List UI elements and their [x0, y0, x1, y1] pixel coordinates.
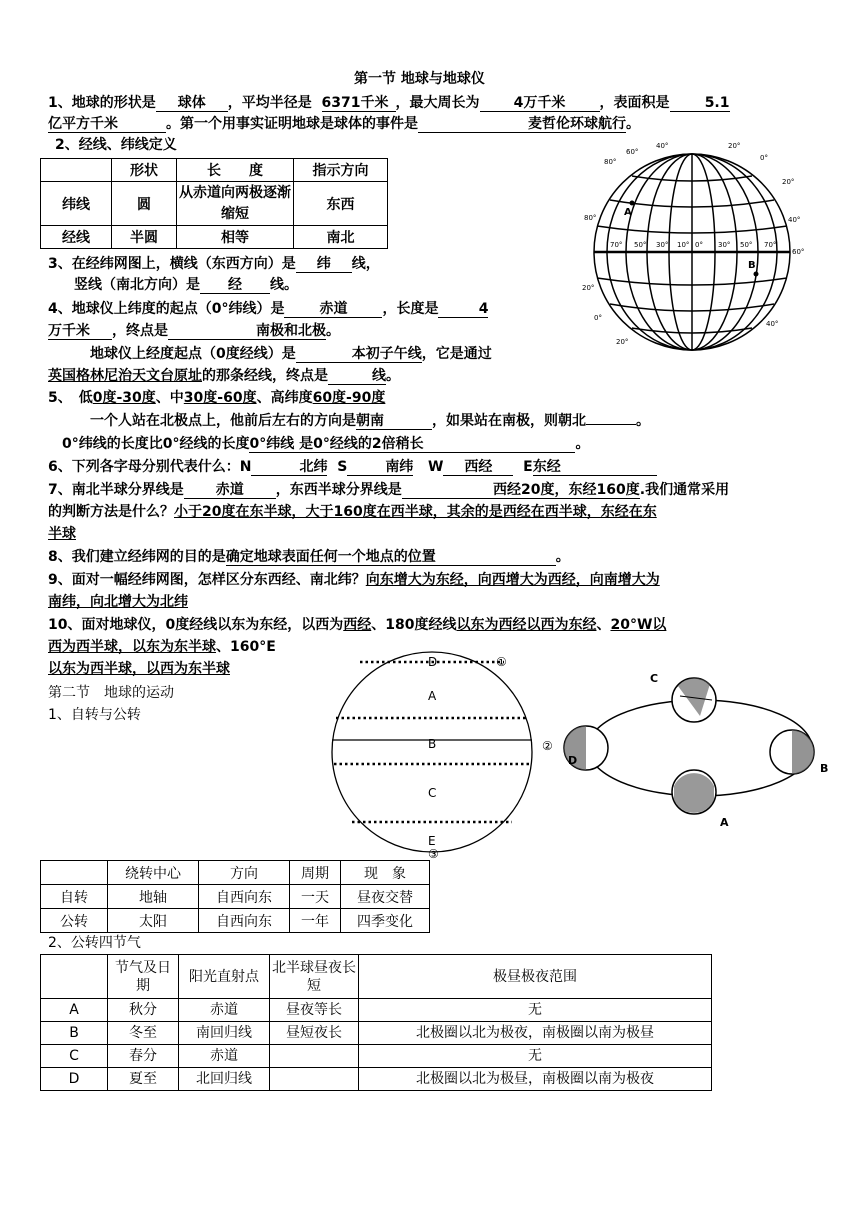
q1-text: ，最大周长为 — [395, 95, 480, 111]
q6-e-answer: 东经 — [533, 459, 657, 476]
q4-line3 — [90, 345, 492, 363]
table3-header: 极昼极夜范围 — [359, 955, 712, 999]
circled-number-2: ② — [542, 739, 553, 753]
globe-lat-label: 20° — [616, 338, 629, 346]
zone-label-a: A — [428, 689, 437, 703]
q10-text: 、180度经线 — [371, 617, 457, 633]
q5-mid-answer: 30度-60度 — [183, 390, 257, 406]
zone-label-b: B — [428, 737, 437, 751]
globe-lon-label: 30° — [656, 241, 669, 249]
table3-cell: 冬至 — [108, 1022, 179, 1045]
q7-text: ，东西半球分界线是 — [275, 482, 402, 498]
table3-cell: 北极圈以北为极昼，南极圈以南为极夜 — [359, 1068, 712, 1091]
q5-text: 。 — [636, 413, 650, 429]
q3-text: 线。 — [270, 277, 298, 293]
q5-text: 一个人站在北极点上，他前后左右的方向是 — [90, 413, 356, 429]
table2-cell: 自西向东 — [199, 909, 290, 933]
table3-cell — [270, 1045, 359, 1068]
q5-text: 、中 — [155, 390, 184, 406]
globe-lon-label: 10° — [677, 241, 690, 249]
q7-text: 的判断方法是什么？ — [48, 504, 174, 520]
table1-header: 长 度 — [177, 159, 294, 182]
q3-line1 — [48, 255, 380, 273]
q5-text: 0°纬线的长度比0°经线的长度 — [62, 436, 250, 452]
rotation-revolution-table — [40, 860, 430, 933]
q6-text: S — [337, 459, 348, 475]
table3-cell: 昼短夜长 — [270, 1022, 359, 1045]
table2-cell: 昼夜交替 — [341, 885, 430, 909]
table3-cell: 春分 — [108, 1045, 179, 1068]
q1-text: ，表面积是 — [599, 95, 670, 111]
q5-compare-answer: 0°纬线 是0°经线的2倍稍长 — [249, 436, 575, 453]
table3-header: 北半球昼夜长短 — [270, 955, 359, 999]
q1-text: 。 — [626, 116, 640, 132]
table3-cell: B — [41, 1022, 108, 1045]
q5-low-answer: 0度-30度 — [92, 390, 156, 406]
q3-answer1: 纬 — [296, 256, 352, 273]
q6-text: 6、下列各字母分别代表什么：N — [48, 459, 252, 475]
q10-answer: 以东为西经以西为东经 — [456, 617, 597, 633]
q4-prime-answer: 本初子午线 — [296, 346, 422, 363]
circled-number-1: ① — [496, 655, 507, 669]
q4-line4 — [48, 367, 400, 385]
table2-cell: 一天 — [290, 885, 341, 909]
q10-text: 10、面对地球仪，0度经线以东为东经，以西为 — [48, 617, 344, 633]
table3-cell: 无 — [359, 999, 712, 1022]
q4-end-answer: 南极和北极 — [168, 323, 326, 340]
q1-radius-answer: 6371千米 — [322, 95, 396, 112]
q6-text: E — [523, 459, 533, 475]
zone-label-d: D — [428, 655, 438, 669]
table1-cell: 圆 — [112, 182, 177, 226]
q10-line1 — [48, 616, 666, 634]
table2-header: 现 象 — [341, 861, 430, 885]
q9-line1 — [48, 571, 660, 589]
q7-text: 7、南北半球分界线是 — [48, 482, 184, 498]
q5-text: 5、 低 — [48, 390, 93, 406]
table1-cell: 相等 — [177, 226, 294, 249]
q4-text: 。 — [386, 368, 400, 384]
table1-cell: 纬线 — [41, 182, 112, 226]
table2-cell: 地轴 — [108, 885, 199, 909]
q4-text: 地球仪上经度起点（0度经线）是 — [90, 346, 296, 362]
q9-text: 9、面对一幅经纬网图，怎样区分东西经、南北纬？ — [48, 572, 366, 588]
lat-lon-table — [40, 158, 388, 249]
table1-cell: 半圆 — [112, 226, 177, 249]
seasons-table — [40, 954, 712, 1091]
q1-line2 — [48, 115, 640, 133]
q8-text: 。 — [555, 549, 570, 565]
rotation-revolution-heading: 1、自转与公转 — [48, 707, 141, 723]
table3-cell: A — [41, 999, 108, 1022]
globe-lon-label: 70° — [610, 241, 623, 249]
earth-a — [672, 770, 716, 814]
q8-line — [48, 548, 570, 566]
globe-lat-label: 40° — [766, 320, 779, 328]
page-title: 第一节 地球与地球仪 — [354, 71, 485, 87]
q1-area-answer: 5.1 — [670, 95, 730, 112]
q3-text: 3、在经纬网图上，横线（东西方向）是 — [48, 256, 296, 272]
q7-text: .我们通常采用 — [639, 482, 730, 498]
earth-c — [672, 678, 716, 722]
q1-text: 。第一个用事实证明地球是球体的事件是 — [166, 116, 418, 132]
q2-heading: 2、经线、纬线定义 — [55, 137, 177, 153]
table3-header — [41, 955, 108, 999]
q8-answer: 确定地球表面任何一个地点的位置 — [226, 549, 556, 566]
globe-label-b: B — [748, 260, 756, 271]
circled-number-3: ③ — [428, 847, 439, 861]
zone-label-e: E — [428, 834, 436, 848]
q1-text: 1、地球的形状是 — [48, 95, 156, 111]
earth-b — [770, 730, 814, 774]
table1-cell: 经线 — [41, 226, 112, 249]
q3-text: 竖线（南北方向）是 — [74, 277, 200, 293]
q7-ew-answer: 西经20度，东经160度 — [402, 482, 640, 499]
table2-cell: 一年 — [290, 909, 341, 933]
table2-header: 周期 — [290, 861, 341, 885]
table3-cell — [270, 1068, 359, 1091]
globe-lon-label: 70° — [764, 241, 777, 249]
orbit-label-a: A — [720, 816, 729, 829]
table1-cell: 从赤道向两极逐渐缩短 — [177, 182, 294, 226]
q4-length-unit: 万千米 — [48, 323, 112, 340]
q1-event-answer: 麦哲伦环球航行 — [418, 116, 626, 133]
q4-start-answer: 赤道 — [284, 301, 382, 318]
q7-line2 — [48, 503, 657, 521]
globe-lat-label: 20° — [582, 284, 595, 292]
globe-lat-label: 60° — [626, 148, 639, 156]
q1-shape-answer: 球体 — [156, 95, 228, 112]
q10-answer: 以东为西半球，以西为东半球 — [48, 661, 230, 677]
q6-w-answer: 西经 — [443, 459, 513, 476]
table1-header: 指示方向 — [294, 159, 388, 182]
point-a-marker — [630, 201, 635, 206]
table2-cell: 公转 — [41, 909, 108, 933]
q10-text: 、 — [596, 617, 611, 633]
q6-line — [48, 458, 657, 476]
q8-text: 8、我们建立经纬网的目的是 — [48, 549, 226, 565]
q1-circ-answer: 4万千米 — [480, 95, 600, 112]
globe-graticule-figure — [580, 140, 805, 360]
q1-line1 — [48, 94, 730, 112]
earth-orbit-figure — [560, 660, 840, 840]
q6-n-answer: 北纬 — [251, 459, 327, 476]
table3-cell: C — [41, 1045, 108, 1068]
table3-cell: 赤道 — [179, 999, 270, 1022]
table1-header: 形状 — [112, 159, 177, 182]
globe-lat-label: 40° — [656, 142, 669, 150]
point-b-marker — [754, 272, 759, 277]
globe-lat-label: 20° — [782, 178, 795, 186]
q10-line2 — [48, 638, 276, 656]
globe-lat-label: 20° — [728, 142, 741, 150]
q10-answer: 西经 — [343, 617, 372, 633]
table3-cell: 北极圈以北为极夜，南极圈以南为极昼 — [359, 1022, 712, 1045]
q3-text: 线， — [351, 256, 380, 272]
section2-heading: 第二节 地球的运动 — [48, 685, 174, 701]
q5-line1 — [48, 389, 385, 407]
globe-label-a: A — [624, 207, 632, 218]
q4-text: ，终点是 — [112, 323, 168, 339]
q10-text: 、160°E — [216, 639, 276, 655]
q10-answer: 20°W以 — [610, 617, 667, 633]
q5-text: 、高纬度 — [256, 390, 313, 406]
globe-lat-label: 40° — [788, 216, 801, 224]
q4-text: ，它是通过 — [421, 346, 492, 362]
q7-line3 — [48, 525, 76, 543]
globe-lon-label: 30° — [718, 241, 731, 249]
table3-cell: 秋分 — [108, 999, 179, 1022]
table2-header: 方向 — [199, 861, 290, 885]
globe-lat-label: 60° — [792, 248, 805, 256]
globe-lon-label: 0° — [695, 241, 703, 249]
q5-line3 — [62, 435, 589, 453]
q5-high-answer: 60度-90度 — [312, 390, 386, 406]
table3-cell: 夏至 — [108, 1068, 179, 1091]
orbit-label-d: D — [568, 754, 578, 767]
table3-cell: 南回归线 — [179, 1022, 270, 1045]
globe-lat-label: 0° — [594, 314, 602, 322]
table3-cell: 赤道 — [179, 1045, 270, 1068]
q1-area-unit: 亿平方千米 — [48, 116, 166, 133]
globe-lon-label: 50° — [634, 241, 647, 249]
q7-method-answer: 半球 — [48, 526, 76, 542]
table2-cell: 太阳 — [108, 909, 199, 933]
table1-cell: 南北 — [294, 226, 388, 249]
q6-text: W — [427, 459, 444, 475]
q5-line2 — [90, 412, 650, 430]
q7-ns-answer: 赤道 — [184, 482, 276, 499]
globe-lon-label: 50° — [740, 241, 753, 249]
table3-cell: D — [41, 1068, 108, 1091]
q4-length-answer: 4 — [438, 301, 488, 318]
table3-cell: 无 — [359, 1045, 712, 1068]
table2-cell: 自西向东 — [199, 885, 290, 909]
q4-text: 的那条经线，终点是 — [202, 368, 328, 384]
seasons-heading: 2、公转四节气 — [48, 935, 141, 951]
q9-line2 — [48, 593, 188, 611]
orbit-label-b: B — [820, 762, 829, 775]
q7-line1 — [48, 481, 729, 499]
q4-text: 。 — [326, 323, 340, 339]
q4-text: 4、地球仪上纬度的起点（0°纬线）是 — [48, 301, 285, 317]
table3-cell: 北回归线 — [179, 1068, 270, 1091]
q3-answer2: 经 — [200, 277, 270, 294]
q5-direction-answer: 朝南 — [356, 413, 432, 430]
table3-cell: 昼夜等长 — [270, 999, 359, 1022]
table2-header — [41, 861, 108, 885]
orbit-label-c: C — [650, 672, 659, 685]
q4-line1 — [48, 300, 488, 318]
q4-text: ，长度是 — [382, 301, 439, 317]
q3-line2 — [74, 276, 298, 294]
table2-cell: 自转 — [41, 885, 108, 909]
q4-greenwich: 英国格林尼治天文台原址 — [48, 368, 202, 384]
globe-lat-label: 80° — [584, 214, 597, 222]
table1-cell: 东西 — [294, 182, 388, 226]
zone-label-c: C — [428, 786, 437, 800]
table3-header: 阳光直射点 — [179, 955, 270, 999]
q5-text: ，如果站在南极，则朝北 — [432, 413, 586, 429]
globe-lat-label: 80° — [604, 158, 617, 166]
q10-answer: 西为西半球，以东为东半球 — [48, 639, 216, 655]
q4-line2 — [48, 322, 340, 340]
q4-end-line-answer: 线 — [328, 368, 386, 385]
q7-method-answer: 小于20度在东半球，大于160度在西半球，其余的是西经在西半球，东经在东 — [174, 504, 657, 520]
q9-answer: 向东增大为东经，向西增大为西经，向南增大为 — [365, 572, 660, 588]
globe-lat-label: 0° — [760, 154, 768, 162]
latitude-zones-figure — [330, 650, 560, 860]
q6-s-answer: 南纬 — [347, 459, 413, 476]
table1-header — [41, 159, 112, 182]
table3-header: 节气及日期 — [108, 955, 179, 999]
q5-text: 。 — [575, 436, 590, 452]
table2-header: 绕转中心 — [108, 861, 199, 885]
q10-line3 — [48, 660, 230, 678]
q9-answer: 南纬，向北增大为北纬 — [48, 594, 188, 610]
q1-text: ，平均半径是 — [227, 95, 312, 111]
table2-cell: 四季变化 — [341, 909, 430, 933]
